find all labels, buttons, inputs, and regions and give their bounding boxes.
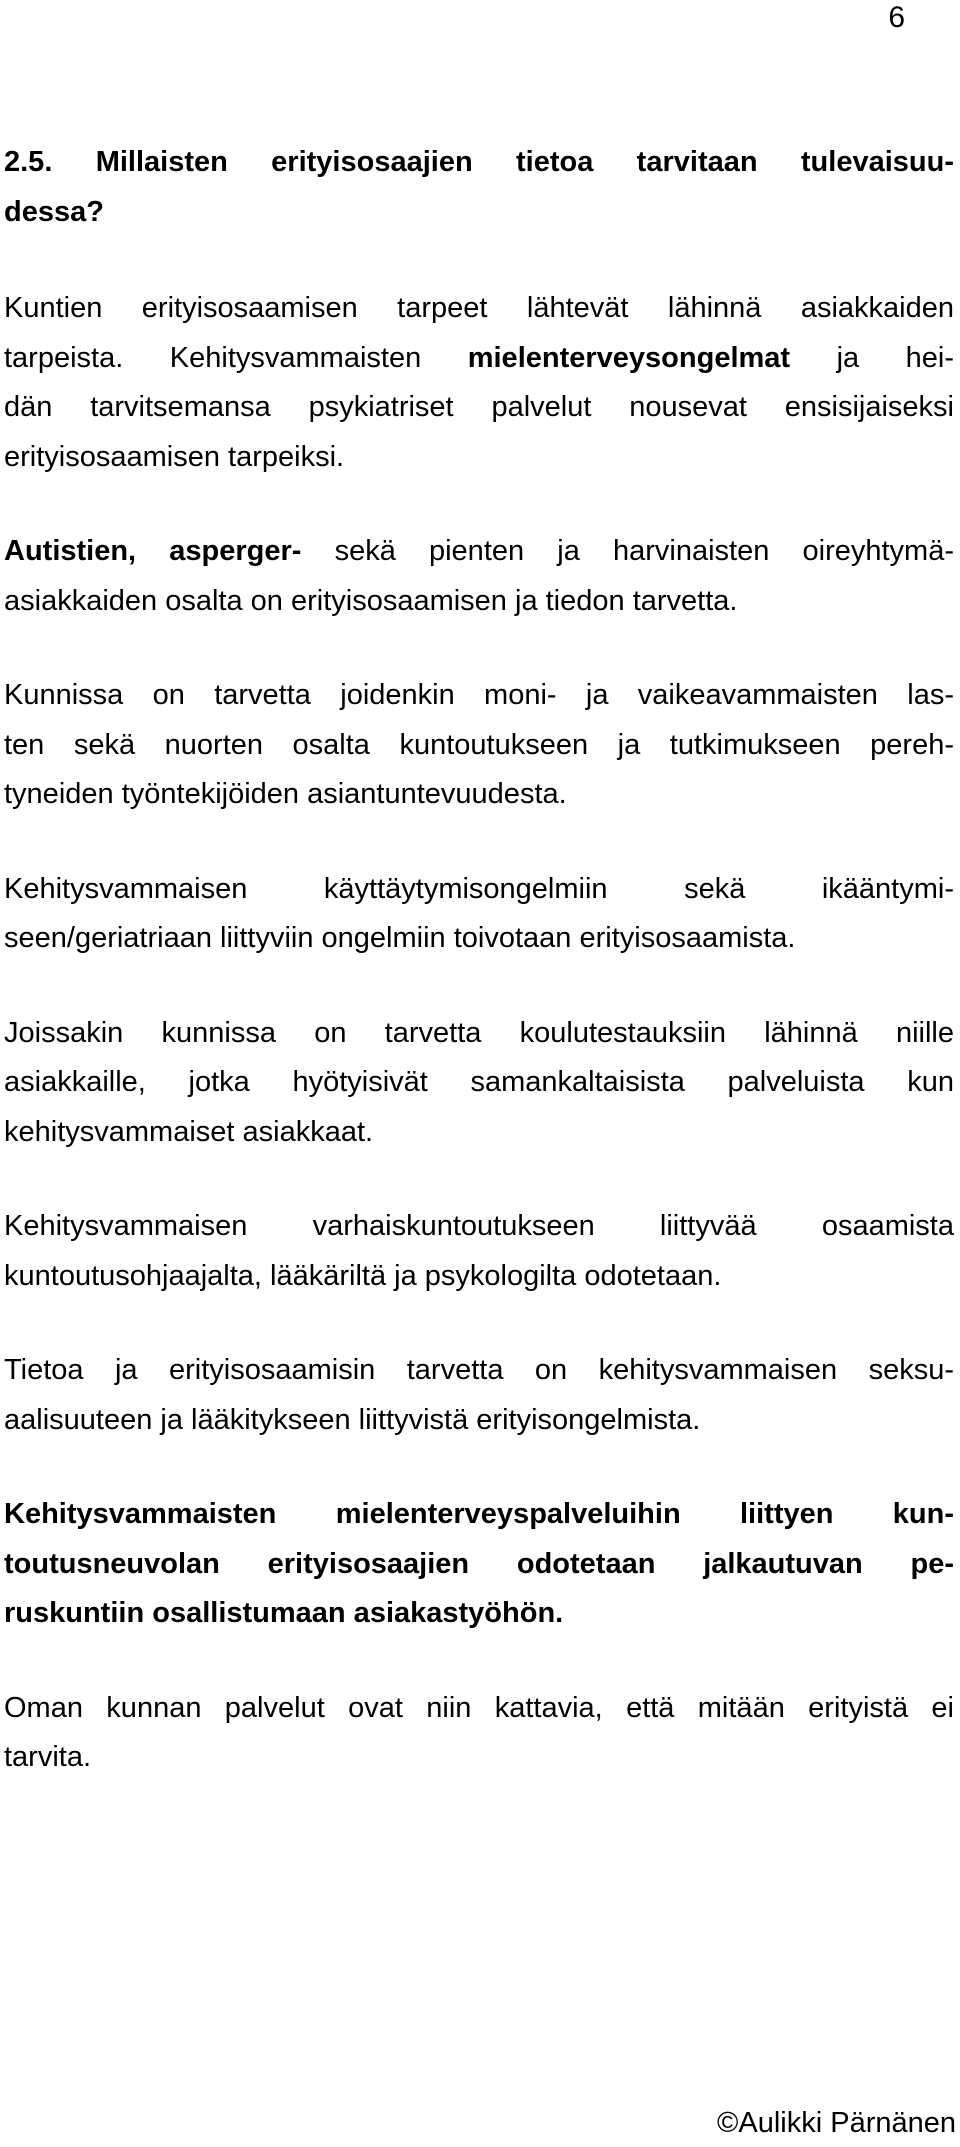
- copyright-footer: ©Aulikki Pärnänen: [717, 2107, 956, 2139]
- paragraph: [4, 284, 954, 482]
- paragraph-line: dän tarvitsemansa psykiatriset palvelut nousevat ensisijaiseksi: [4, 391, 954, 423]
- emphasis-text: mielenterveysongelmat: [467, 341, 791, 374]
- paragraph: [4, 671, 954, 820]
- paragraph-line: [4, 1490, 954, 1540]
- emphasis-text: ruskuntiin osallistumaan asiakastyöhön.: [4, 1597, 564, 1629]
- emphasis-text: Autistien, asperger-: [4, 535, 302, 567]
- paragraph-line: kuntoutusohjaajalta, lääkäriltä ja psykologilta odotetaan.: [4, 1259, 722, 1292]
- paragraph-line: seen/geriatriaan liittyviin ongelmiin toivotaan erityisosaamista.: [4, 922, 796, 954]
- section-heading: [4, 137, 954, 237]
- paragraph-line: Kuntien erityisosaamisen tarpeet lähtevät lähinnä asiakkaiden: [4, 292, 954, 324]
- paragraph-line: Kunnissa on tarvetta joidenkin moni- ja vaikeavammaisten las-: [4, 679, 954, 711]
- paragraph-line: Oman kunnan palvelut ovat niin kattavia, että mitään erityistä ei: [4, 1691, 954, 1724]
- emphasis-text: toutusneuvolan erityisosaajien odotetaan jalkautuvan pe-: [4, 1547, 954, 1580]
- paragraph-line: Tietoa ja erityisosaamisin tarvetta on kehitysvammaisen seksu-: [4, 1354, 954, 1386]
- paragraph-line: aalisuuteen ja lääkitykseen liittyvistä erityisongelmista.: [4, 1403, 701, 1436]
- paragraph: [4, 1202, 954, 1301]
- paragraph: [4, 1684, 954, 1783]
- section-heading-line: dessa?: [4, 196, 104, 228]
- paragraph: [4, 865, 954, 964]
- section-heading-line: 2.5. Millaisten erityisosaajien tietoa tarvitaan tulevaisuu-: [4, 146, 954, 178]
- paragraph: [4, 1346, 954, 1445]
- document-body: [4, 137, 954, 1828]
- paragraph-line: tarvita.: [4, 1741, 92, 1773]
- emphasis-text: Kehitysvammaisten mielenterveyspalveluihin liittyen kun-: [4, 1498, 954, 1530]
- paragraph-line: Autistien, asperger- sekä pienten ja harvinaisten oireyhtymä-: [4, 535, 954, 567]
- page-number: 6: [888, 1, 905, 34]
- paragraph-list: [4, 284, 954, 1783]
- paragraph: [4, 527, 954, 626]
- paragraph-line: [4, 1540, 954, 1590]
- paragraph-line: Kehitysvammaisen varhaiskuntoutukseen liittyvää osaamista: [4, 1210, 954, 1242]
- paragraph-line: tyneiden työntekijöiden asiantuntevuudesta.: [4, 778, 567, 810]
- paragraph-line: asiakkaiden osalta on erityisosaamisen ja tiedon tarvetta.: [4, 584, 738, 617]
- paragraph-line: kehitysvammaiset asiakkaat.: [4, 1115, 374, 1148]
- paragraph-line: erityisosaamisen tarpeiksi.: [4, 440, 345, 473]
- paragraph-line: [4, 1589, 954, 1639]
- paragraph: [4, 1490, 954, 1639]
- paragraph-line: Joissakin kunnissa on tarvetta koulutestauksiin lähinnä niille: [4, 1016, 954, 1049]
- paragraph: [4, 1009, 954, 1158]
- paragraph-line: ten sekä nuorten osalta kuntoutukseen ja tutkimukseen pereh-: [4, 728, 954, 761]
- paragraph-line: asiakkaille, jotka hyötyisivät samankaltaisista palveluista kun: [4, 1066, 954, 1098]
- paragraph-line: tarpeista. Kehitysvammaisten mielenterveysongelmat ja hei-: [4, 341, 955, 374]
- paragraph-line: Kehitysvammaisen käyttäytymisongelmiin sekä ikääntymi-: [4, 872, 954, 905]
